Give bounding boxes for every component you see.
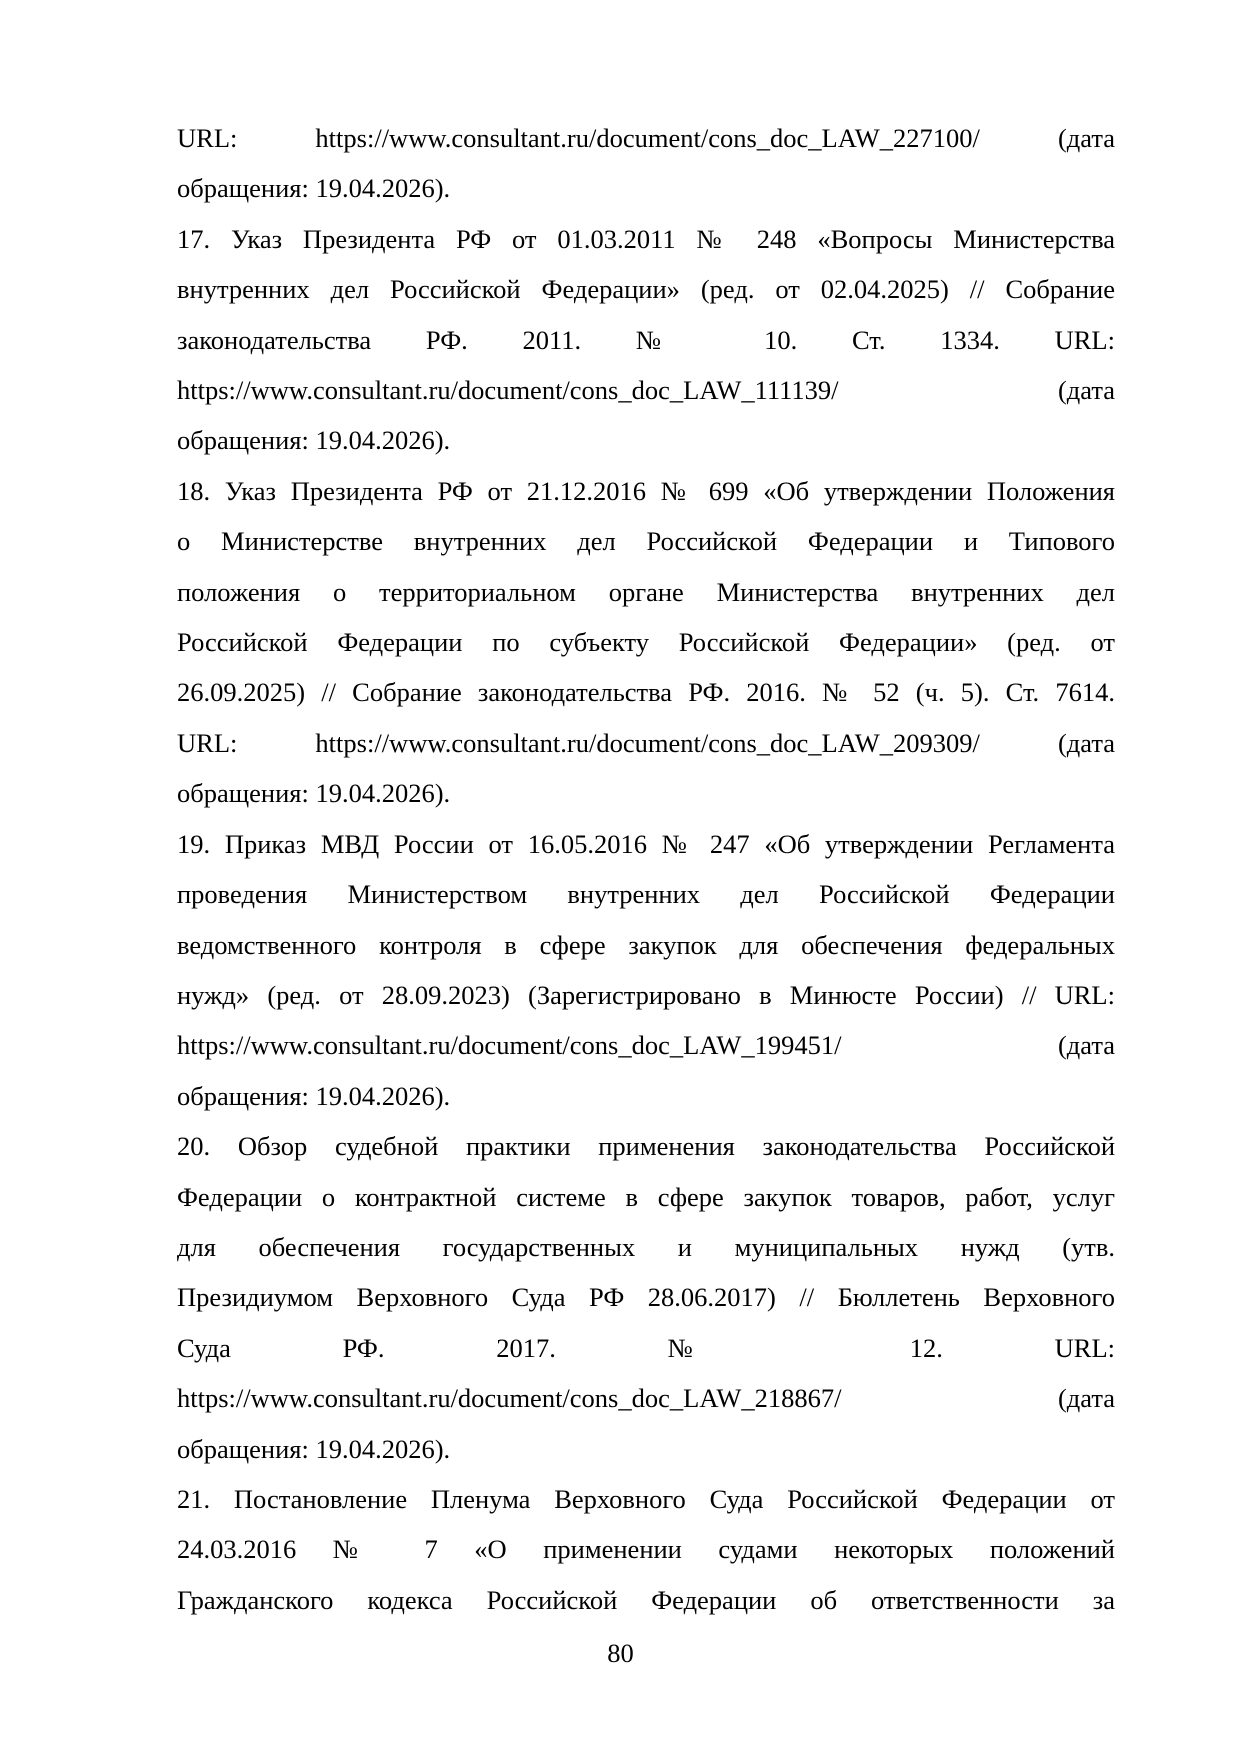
text-line: 20. Обзор судебной практики применения законодательства Российской <box>177 1131 1115 1162</box>
text-line: обращения: 19.04.2026). <box>177 173 451 204</box>
reference-item-21 <box>177 1474 1115 1625</box>
text-line: обращения: 19.04.2026). <box>177 778 451 809</box>
text-line: 21. Постановление Пленума Верховного Суда Российской Федерации от <box>177 1483 1115 1514</box>
text-line: Российской Федерации по субъекту Российской Федерации» (ред. от <box>177 627 1115 658</box>
text-line: Президиумом Верховного Суда РФ 28.06.2017) // Бюллетень Верховного <box>177 1282 1115 1313</box>
text-line: https://www.consultant.ru/document/cons_doc_LAW_199451/ (дата <box>177 1030 1115 1061</box>
reference-list <box>177 113 1115 1625</box>
text-line: 18. Указ Президента РФ от 21.12.2016 № 699 «Об утверждении Положения <box>177 475 1115 506</box>
text-line: нужд» (ред. от 28.09.2023) (Зарегистрировано в Минюсте России) // URL: <box>177 979 1115 1010</box>
text-line: положения о территориальном органе Министерства внутренних дел <box>177 576 1115 607</box>
text-line: URL: https://www.consultant.ru/document/cons_doc_LAW_209309/ (дата <box>177 727 1115 758</box>
text-line: обращения: 19.04.2026). <box>177 1080 451 1111</box>
text-line: о Министерстве внутренних дел Российской Федерации и Типового <box>177 526 1115 557</box>
text-line: 24.03.2016 № 7 «О применении судами некоторых положений <box>177 1534 1115 1565</box>
text-line: 17. Указ Президента РФ от 01.03.2011 № 248 «Вопросы Министерства <box>177 223 1115 254</box>
text-line: 26.09.2025) // Собрание законодательства РФ. 2016. № 52 (ч. 5). Ст. 7614. <box>177 677 1115 708</box>
reference-item-19 <box>177 819 1115 1121</box>
text-line: ведомственного контроля в сфере закупок для обеспечения федеральных <box>177 929 1115 960</box>
text-line: URL: https://www.consultant.ru/document/cons_doc_LAW_227100/ (дата <box>177 123 1115 153</box>
text-line: 19. Приказ МВД России от 16.05.2016 № 247 «Об утверждении Регламента <box>177 828 1115 859</box>
reference-item-18 <box>177 466 1115 819</box>
text-line: законодательства РФ. 2011. № 10. Ст. 1334. URL: <box>177 324 1115 355</box>
text-line: внутренних дел Российской Федерации» (ред. от 02.04.2025) // Собрание <box>177 274 1115 305</box>
text-line: https://www.consultant.ru/document/cons_doc_LAW_111139/ (дата <box>177 375 1115 406</box>
page-number: 80 <box>607 1638 634 1668</box>
text-line: Федерации о контрактной системе в сфере закупок товаров, работ, услуг <box>177 1181 1115 1212</box>
text-line: https://www.consultant.ru/document/cons_doc_LAW_218867/ (дата <box>177 1383 1115 1414</box>
text-line: Суда РФ. 2017. № 12. URL: <box>177 1332 1115 1363</box>
text-line: для обеспечения государственных и муниципальных нужд (утв. <box>177 1231 1115 1262</box>
text-line: обращения: 19.04.2026). <box>177 425 451 456</box>
text-line: проведения Министерством внутренних дел Российской Федерации <box>177 879 1115 910</box>
text-line: Гражданского кодекса Российской Федерации об ответственности за <box>177 1584 1115 1615</box>
reference-item-17 <box>177 214 1115 466</box>
reference-item-16-continuation <box>177 113 1115 214</box>
text-line: обращения: 19.04.2026). <box>177 1433 451 1464</box>
reference-item-20 <box>177 1121 1115 1474</box>
